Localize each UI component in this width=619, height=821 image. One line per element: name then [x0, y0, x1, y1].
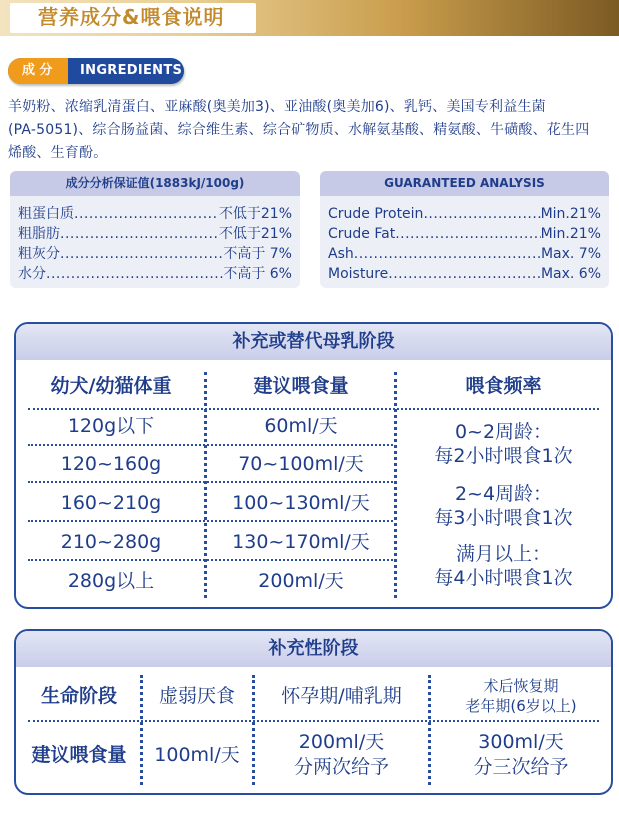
analysis-title-en: GUARANTEED ANALYSIS — [384, 176, 545, 190]
milk-replacement-table — [14, 322, 613, 609]
ingredients-line: 羊奶粉、浓缩乳清蛋白、亚麻酸(奥美加3)、亚油酸(奥美加6)、乳钙、美国专利益生菌 — [8, 99, 546, 115]
analysis-value: Max. 7% — [540, 246, 601, 262]
analysis-name: 水分 — [18, 266, 46, 282]
row-divider — [28, 559, 393, 561]
analysis-row — [18, 244, 292, 264]
dot-leader — [60, 224, 219, 244]
amount-cell-line2: 分三次给予 — [473, 756, 569, 778]
analysis-row — [328, 264, 601, 284]
amount-cell-line1: 200ml/天 — [298, 731, 385, 753]
table-header — [16, 324, 611, 360]
ingredients-label-en: INGREDIENTS — [80, 63, 183, 78]
ingredients-text — [8, 96, 613, 165]
analysis-value: 不高于 6% — [223, 266, 292, 282]
analysis-header-cn — [10, 171, 300, 196]
analysis-name: Crude Protein — [328, 206, 424, 222]
analysis-value: Min.21% — [540, 226, 601, 242]
analysis-value: 不低于21% — [218, 206, 292, 222]
table-cell-weight: 210~280g — [60, 531, 162, 553]
row-divider — [28, 481, 393, 483]
row-divider — [28, 444, 393, 446]
row-divider — [28, 520, 393, 522]
analysis-row — [18, 264, 292, 284]
ingredients-badge — [8, 58, 184, 84]
section-title: 营养成分&喂食说明 — [38, 5, 225, 29]
analysis-name: 粗灰分 — [18, 246, 60, 262]
amount-cell-line2: 分两次给予 — [293, 756, 389, 778]
frequency-rate: 每2小时喂食1次 — [434, 445, 573, 467]
analysis-name: Ash — [328, 246, 354, 262]
column-divider — [204, 372, 207, 598]
ingredients-line: (PA-5051)、综合肠益菌、综合维生素、综合矿物质、水解氨基酸、精氨酸、牛磺酸、花生四 — [8, 122, 590, 138]
analysis-name: Crude Fat — [328, 226, 396, 242]
dot-leader — [388, 264, 541, 284]
dot-leader — [354, 244, 541, 264]
table-cell-amount: 100~130ml/天 — [232, 492, 370, 514]
table-cell-amount: 70~100ml/天 — [238, 453, 364, 475]
frequency-rate: 每3小时喂食1次 — [434, 507, 573, 529]
dot-leader — [395, 224, 540, 244]
amount-cell-line1: 300ml/天 — [478, 731, 564, 753]
row-label-life-stage: 生命阶段 — [40, 685, 117, 707]
table-cell-amount: 130~170ml/天 — [232, 531, 370, 553]
ingredients-label-cn: 成 分 — [22, 63, 53, 78]
dot-leader — [74, 204, 219, 224]
row-divider — [28, 720, 599, 722]
amount-cell: 100ml/天 — [154, 744, 240, 766]
analysis-title-cn: 成分分析保证值(1883kJ/100g) — [65, 176, 245, 190]
column-divider — [140, 675, 143, 785]
analysis-name: Moisture — [328, 266, 389, 282]
frequency-rate: 每4小时喂食1次 — [434, 567, 573, 589]
frequency-age: 2~4周龄： — [454, 483, 553, 505]
table-cell-weight: 120g以下 — [67, 415, 155, 437]
analysis-value: 不低于21% — [218, 226, 292, 242]
table-cell-weight: 120~160g — [60, 453, 162, 475]
table-header — [16, 631, 611, 667]
section-header — [0, 0, 619, 36]
table-cell-weight: 280g以上 — [67, 570, 155, 592]
analysis-row — [328, 204, 601, 224]
analysis-box-cn — [10, 171, 300, 288]
analysis-row — [328, 224, 601, 244]
column-header-frequency: 喂食频率 — [465, 375, 542, 397]
dot-leader — [60, 244, 223, 264]
frequency-age: 满月以上： — [455, 543, 551, 565]
supplement-stage-table — [14, 629, 613, 795]
analysis-row — [18, 224, 292, 244]
table-title: 补充或替代母乳阶段 — [232, 331, 395, 352]
ingredients-line: 烯酸、生育酚。 — [8, 145, 108, 161]
dot-leader — [46, 264, 223, 284]
row-divider — [28, 408, 599, 410]
row-label-feeding-amount: 建议喂食量 — [31, 744, 127, 766]
analysis-name: 粗蛋白质 — [18, 206, 74, 222]
dot-leader — [423, 204, 540, 224]
analysis-row — [328, 244, 601, 264]
analysis-value: 不高于 7% — [223, 246, 292, 262]
stage-cell-line1: 术后恢复期 — [483, 677, 559, 695]
stage-cell: 怀孕期/哺乳期 — [281, 685, 402, 707]
stage-cell: 虚弱厌食 — [158, 685, 235, 707]
column-header-weight: 幼犬/幼猫体重 — [50, 375, 172, 397]
table-cell-amount: 200ml/天 — [258, 570, 344, 592]
table-title: 补充性阶段 — [268, 638, 359, 659]
table-cell-weight: 160~210g — [60, 492, 162, 514]
frequency-age: 0~2周龄： — [454, 421, 553, 443]
analysis-box-en — [320, 171, 609, 288]
analysis-header-en — [320, 171, 609, 196]
analysis-value: Max. 6% — [540, 266, 601, 282]
analysis-value: Min.21% — [540, 206, 601, 222]
column-header-amount: 建议喂食量 — [253, 375, 349, 397]
analysis-name: 粗脂肪 — [18, 226, 60, 242]
stage-cell-line2: 老年期(6岁以上) — [465, 697, 577, 715]
analysis-row — [18, 204, 292, 224]
table-cell-amount: 60ml/天 — [264, 415, 338, 437]
